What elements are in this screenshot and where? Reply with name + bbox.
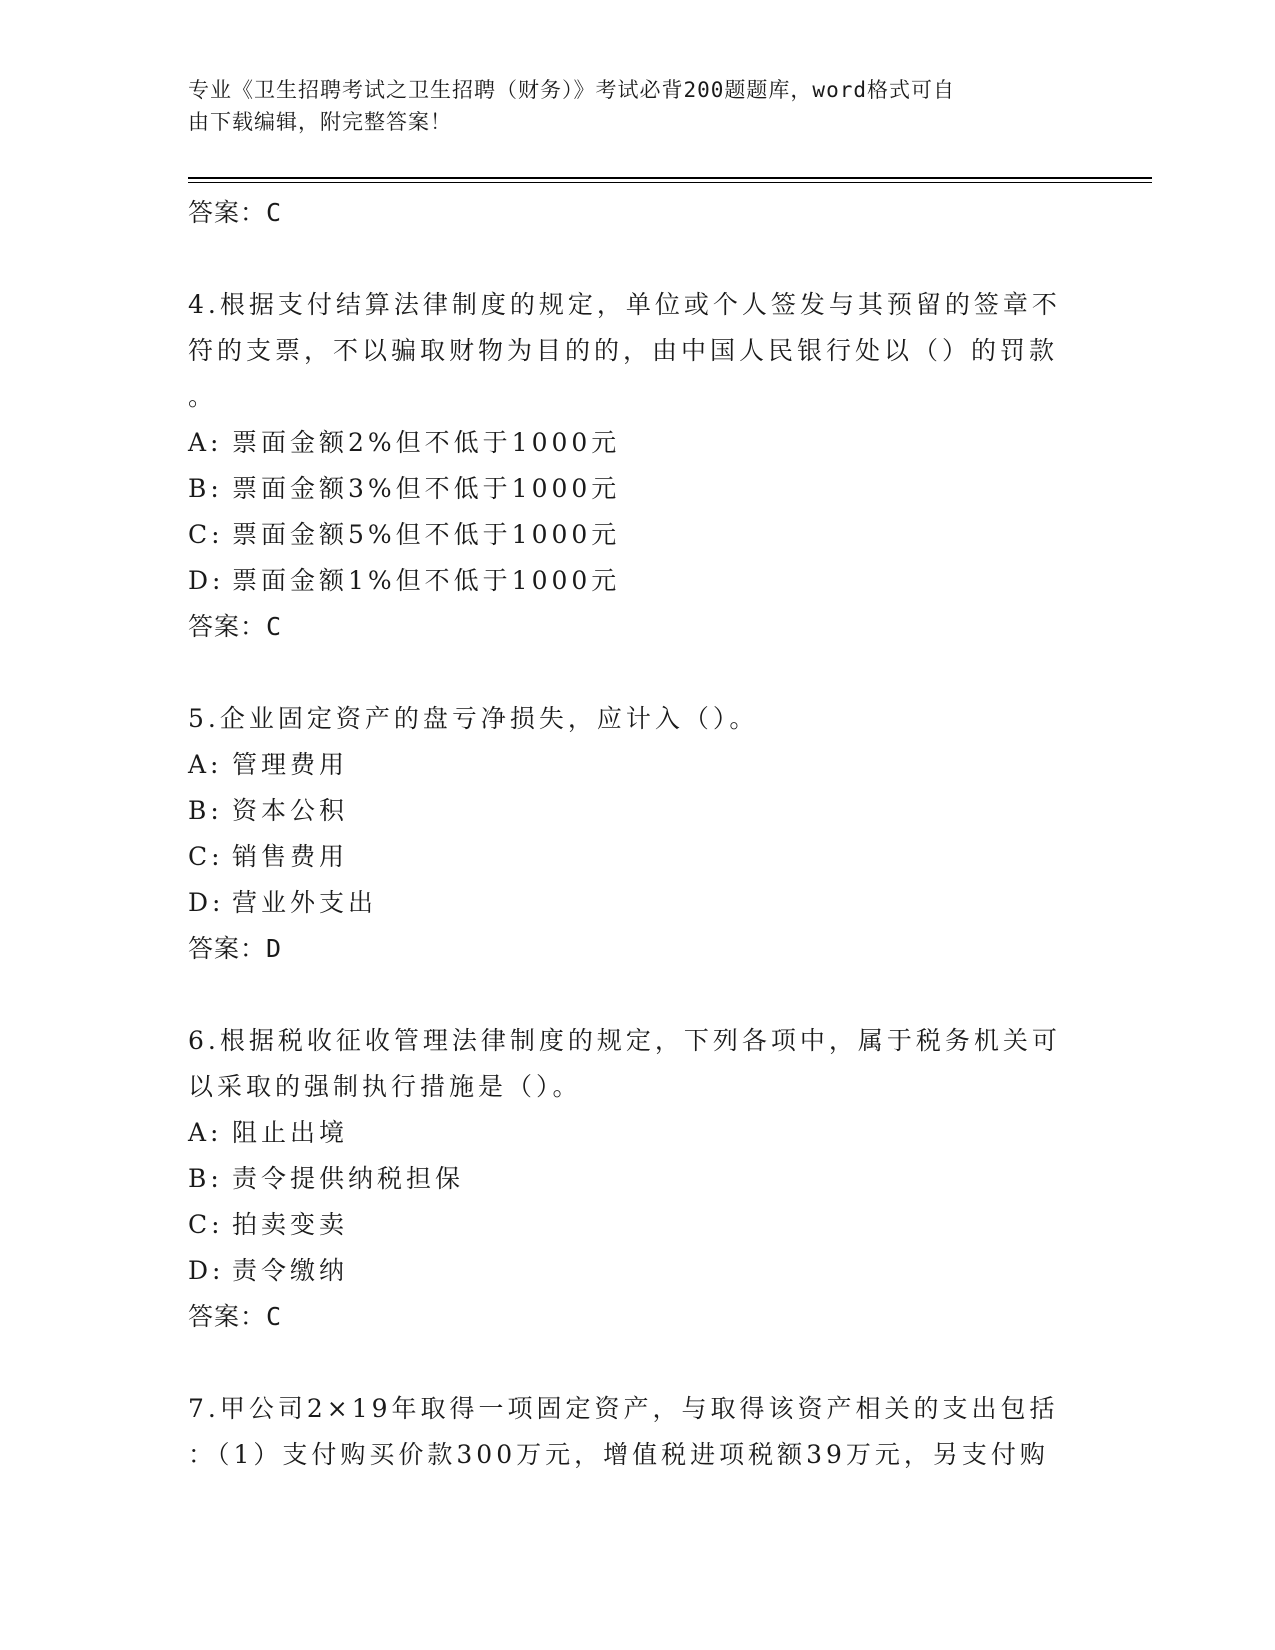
- stem-line: 6.根据税收征收管理法律制度的规定，下列各项中，属于税务机关可: [188, 1026, 1061, 1055]
- question-6: [188, 1018, 1068, 1340]
- answer-line: 答案：C: [188, 198, 283, 227]
- option-key: B:: [188, 1164, 223, 1193]
- option-c: [188, 512, 1068, 558]
- option-text: 阻止出境: [232, 1118, 349, 1147]
- answer-line: 答案：C: [188, 612, 283, 641]
- option-text: 销售费用: [232, 842, 349, 871]
- option-d: [188, 558, 1068, 604]
- option-c: [188, 1202, 1068, 1248]
- option-text: 责令提供纳税担保: [232, 1164, 465, 1193]
- question-5: [188, 696, 1068, 972]
- stem-line: 7.甲公司2×19年取得一项固定资产，与取得该资产相关的支出包括: [188, 1394, 1059, 1423]
- option-key: A:: [188, 428, 223, 457]
- option-text: 票面金额5%但不低于1000元: [232, 520, 621, 549]
- option-key: B:: [188, 796, 223, 825]
- stem-line: ：（1）支付购买价款300万元，增值税进项税额39万元，另支付购: [188, 1440, 1049, 1469]
- stem-line: 符的支票，不以骗取财物为目的的，由中国人民银行处以（）的罚款: [188, 336, 1059, 365]
- option-b: [188, 1156, 1068, 1202]
- option-a: [188, 1110, 1068, 1156]
- option-key: D:: [188, 566, 225, 595]
- option-key: A:: [188, 1118, 223, 1147]
- stem-line: 4.根据支付结算法律制度的规定，单位或个人签发与其预留的签章不: [188, 290, 1061, 319]
- question-stem: [188, 696, 1068, 742]
- option-text: 责令缴纳: [232, 1256, 349, 1285]
- option-key: C:: [188, 520, 224, 549]
- option-d: [188, 880, 1068, 926]
- option-text: 拍卖变卖: [232, 1210, 349, 1239]
- stem-line: 5.企业固定资产的盘亏净损失，应计入（）。: [188, 704, 759, 733]
- question-stem: [188, 1018, 1068, 1110]
- header-divider-thick: [188, 177, 1152, 179]
- option-key: D:: [188, 888, 225, 917]
- question-content: [188, 190, 1068, 1478]
- header-divider-thin: [188, 182, 1152, 183]
- option-text: 票面金额1%但不低于1000元: [232, 566, 621, 595]
- option-key: C:: [188, 1210, 224, 1239]
- option-key: C:: [188, 842, 224, 871]
- option-b: [188, 788, 1068, 834]
- option-a: [188, 742, 1068, 788]
- option-b: [188, 466, 1068, 512]
- question-stem: [188, 1386, 1068, 1478]
- header-line-1: 专业《卫生招聘考试之卫生招聘（财务）》考试必背200题题库，word格式可自: [188, 78, 955, 102]
- answer-line: 答案：C: [188, 1302, 283, 1331]
- option-key: A:: [188, 750, 223, 779]
- option-d: [188, 1248, 1068, 1294]
- option-text: 营业外支出: [232, 888, 378, 917]
- option-text: 票面金额2%但不低于1000元: [232, 428, 621, 457]
- option-text: 管理费用: [232, 750, 349, 779]
- option-text: 票面金额3%但不低于1000元: [232, 474, 621, 503]
- option-key: B:: [188, 474, 223, 503]
- option-text: 资本公积: [232, 796, 349, 825]
- header-line-2: 由下载编辑，附完整答案！: [188, 110, 452, 134]
- question-stem: [188, 282, 1068, 420]
- option-c: [188, 834, 1068, 880]
- stem-line: 。: [188, 382, 218, 411]
- question-4: [188, 282, 1068, 650]
- option-a: [188, 420, 1068, 466]
- document-header: [188, 74, 1068, 138]
- stem-line: 以采取的强制执行措施是（）。: [188, 1072, 582, 1101]
- answer-line: 答案：D: [188, 934, 283, 963]
- question-7: [188, 1386, 1068, 1478]
- option-key: D:: [188, 1256, 225, 1285]
